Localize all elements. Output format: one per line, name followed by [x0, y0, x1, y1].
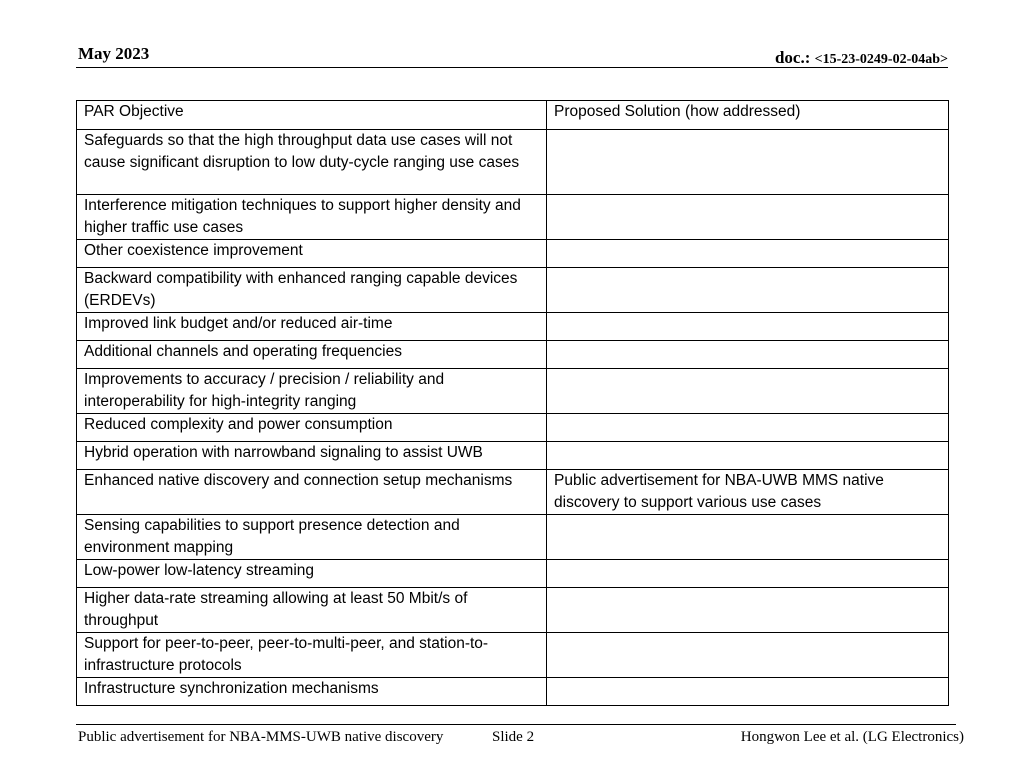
objective-cell: Additional channels and operating frequencies: [77, 341, 547, 369]
solution-cell: [547, 678, 949, 706]
table-header-row: [77, 101, 949, 130]
objective-cell: Reduced complexity and power consumption: [77, 414, 547, 442]
table-row: [77, 414, 949, 442]
solution-cell: Public advertisement for NBA-UWB MMS native discovery to support various use cases: [547, 470, 949, 515]
table-row: [77, 369, 949, 414]
header-date: May 2023: [78, 44, 150, 63]
table-row: [77, 195, 949, 240]
objective-cell: Higher data-rate streaming allowing at least 50 Mbit/s of throughput: [77, 588, 547, 633]
solution-cell: [547, 588, 949, 633]
objective-cell: Backward compatibility with enhanced ranging capable devices (ERDEVs): [77, 268, 547, 313]
footer-title: Public advertisement for NBA-MMS-UWB native discovery: [78, 729, 444, 745]
par-objectives-table: [76, 100, 949, 706]
objective-cell: Improvements to accuracy / precision / reliability and interoperability for high-integrity ranging: [77, 369, 547, 414]
table-row: [77, 268, 949, 313]
header-rule: [76, 67, 948, 68]
footer-author: Hongwon Lee et al. (LG Electronics): [740, 729, 964, 745]
table-row: [77, 442, 949, 470]
table-row: [77, 560, 949, 588]
footer-rule: [76, 724, 956, 725]
column-header-proposed-solution: Proposed Solution (how addressed): [547, 101, 949, 130]
column-header-par-objective: PAR Objective: [77, 101, 547, 130]
objective-cell: Infrastructure synchronization mechanisms: [77, 678, 547, 706]
solution-cell: [547, 515, 949, 560]
table-row: [77, 313, 949, 341]
solution-cell: [547, 313, 949, 341]
table-row: [77, 130, 949, 195]
table-row: [77, 515, 949, 560]
solution-cell: [547, 369, 949, 414]
doc-number: <15-23-0249-02-04ab>: [814, 52, 948, 67]
table-row: [77, 240, 949, 268]
objective-cell: Improved link budget and/or reduced air-time: [77, 313, 547, 341]
solution-cell: [547, 341, 949, 369]
objective-cell: Other coexistence improvement: [77, 240, 547, 268]
solution-cell: [547, 240, 949, 268]
objective-cell: Interference mitigation techniques to support higher density and higher traffic use cases: [77, 195, 547, 240]
table-row: [77, 588, 949, 633]
solution-cell: [547, 130, 949, 195]
slide-number: Slide 2: [492, 729, 535, 745]
objective-cell: Hybrid operation with narrowband signaling to assist UWB: [77, 442, 547, 470]
solution-cell: [547, 560, 949, 588]
objective-cell: Safeguards so that the high throughput data use cases will not cause significant disruption to low duty-cycle ranging use cases: [77, 130, 547, 195]
solution-cell: [547, 414, 949, 442]
objective-cell: Support for peer-to-peer, peer-to-multi-peer, and station-to-infrastructure protocols: [77, 633, 547, 678]
solution-cell: [547, 633, 949, 678]
table-row: [77, 341, 949, 369]
solution-cell: [547, 195, 949, 240]
table-row: [77, 470, 949, 515]
solution-cell: [547, 442, 949, 470]
solution-cell: [547, 268, 949, 313]
objective-cell: Low-power low-latency streaming: [77, 560, 547, 588]
table-row: [77, 678, 949, 706]
objective-cell: Enhanced native discovery and connection setup mechanisms: [77, 470, 547, 515]
objective-cell: Sensing capabilities to support presence detection and environment mapping: [77, 515, 547, 560]
table-row: [77, 633, 949, 678]
doc-label: doc.:: [774, 48, 815, 67]
header-doc-id: [775, 48, 948, 68]
